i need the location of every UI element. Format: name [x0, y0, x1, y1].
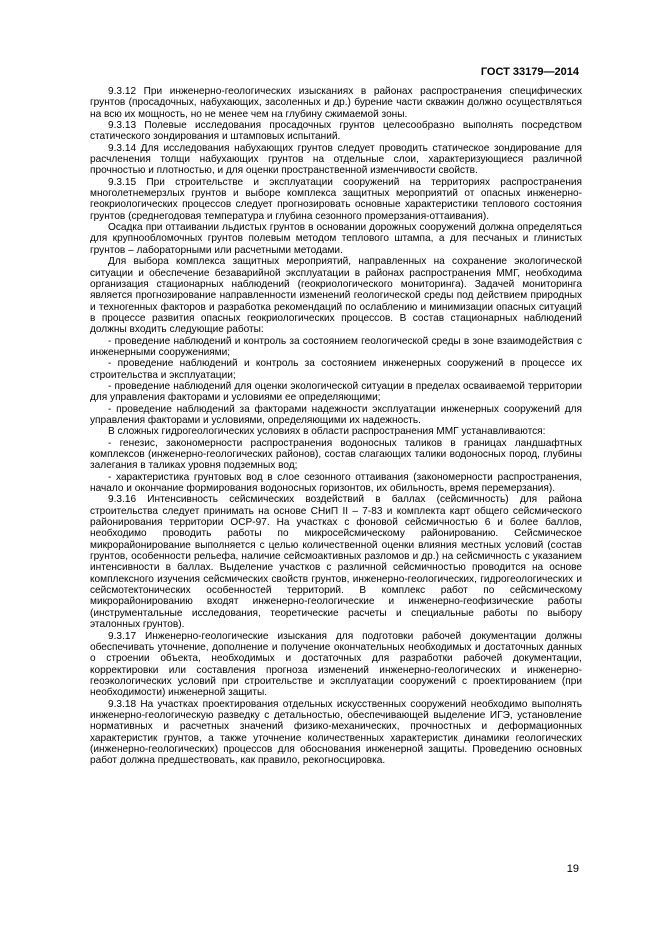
list-item: - проведение наблюдений и контроль за состоянием геологической среды в зоне взаимодействия с инженерными сооружениями;	[90, 335, 582, 358]
document-body	[90, 86, 582, 767]
list-item: - генезис, закономерности распространения водоносных таликов в границах ландшафтных комплексов (инженерно-геологических районов), состав слагающих талики водоносных пород, глубины залегания в таликах уровня подземных вод;	[90, 437, 582, 472]
paragraph-9-3-17: 9.3.17 Инженерно-геологические изыскания для подготовки рабочей документации должны обеспечивать уточнение, дополнение и получение окончательных необходимых и достаточных данных о строении объекта, необходимых и достаточных для разработки рабочей документации, корректировки или составления прогноза изменений инженерно-геологических и инженерно-геоэкологических условий при строительстве и эксплуатации сооружений с проектированием (при необходимости) инженерной защиты.	[90, 630, 582, 699]
paragraph-9-3-14: 9.3.14 Для исследования набухающих грунтов следует проводить статическое зондирование для расчленения толщи набухающих грунтов на отдельные слои, характеризующиеся различной прочностью и плотностью, и для оценки пространственной изменчивости свойств.	[90, 142, 582, 177]
standard-number: ГОСТ 33179—2014	[480, 66, 579, 78]
paragraph-9-3-18: 9.3.18 На участках проектирования отдельных искусственных сооружений необходимо выполнять инженерно-геологическую разведку с детальностью, обеспечивающей выделение ИГЭ, установление нормативных и расчетных значений физико-механических, прочностных и деформационных характеристик грунтов, а также уточнение количественных характеристик динамики геологических (инженерно-геологических) процессов для обоснования инженерной защиты. Проведению основных работ должна предшествовать, как правило, рекогносцировка.	[90, 698, 582, 767]
paragraph-hydrogeology: В сложных гидрогеологических условиях в области распространения ММГ устанавливаются:	[108, 426, 546, 438]
list-item: - проведение наблюдений за факторами надежности эксплуатации инженерных сооружений для управления факторами и условиями, определяющими их надежность.	[90, 403, 582, 426]
document-header	[481, 66, 579, 78]
list-item: - проведение наблюдений и контроль за состоянием инженерных сооружений в процессе их строительства и эксплуатации;	[90, 358, 582, 381]
paragraph-9-3-13: 9.3.13 Полевые исследования просадочных грунтов целесообразно выполнять посредством статического зондирования и штамповых испытаний.	[90, 120, 582, 143]
list-item: - характеристика грунтовых вод в слое сезонного оттаивания (закономерности распространения, начало и окончание формирования водоносных горизонтов, их обильность, время перемерзания).	[90, 471, 582, 495]
list-item: - проведение наблюдений для оценки экологической ситуации в пределах осваиваемой территории для управления факторами и условиями ее определяющими;	[90, 380, 582, 404]
paragraph-monitoring: Для выбора комплекса защитных мероприятий, направленных на сохранение экологической ситуации и обеспечение безаварийной эксплуатации в районах распространения ММГ, необходима организация стационарных наблюдений (геокриологического мониторинга). Задачей мониторинга является прогнозирование направленности изменений геологической среды под действием природных и техногенных факторов и разработка рекомендаций по ослаблению и минимизации опасных ситуаций в процессе развития опасных геокриологических процессов. В состав стационарных наблюдений должны входить следующие работы:	[90, 256, 582, 336]
paragraph-9-3-15: 9.3.15 При строительстве и эксплуатации сооружений на территориях распространения многолетнемерзлых грунтов и выборе комплекса защитных мероприятий от опасных инженерно-геокриологических процессов следует прогнозировать основные характеристики теплового состояния грунтов (среднегодовая температура и глубина сезонного промерзания-оттаивания).	[90, 176, 582, 222]
page-number: 19	[566, 863, 579, 875]
paragraph-9-3-16: 9.3.16 Интенсивность сейсмических воздействий в баллах (сейсмичность) для района строительства следует принимать на основе СНиП II – 7-83 и комплекта карт общего сейсмического районирования территории ОСР-97. На участках с фоновой сейсмичностью 6 и более баллов, необходимо проводить работы по микросейсмическому районированию. Сейсмическое микрорайонирование выполняется с целью количественной оценки влияния местных условий (состав грунтов, особенности рельефа, наличие сейсмоактивных разломов и др.) на сейсмичность с указанием интенсивности в баллах. Выделение участков с различной сейсмичностью проводится на основе комплексного изучения сейсмических свойств грунтов, инженерно-геологических, гидрогеологических и сейсмотектонических особенностей территорий. В комплекс работ по сейсмическому микрорайонированию входят инженерно-геологические и инженерно-геофизические работы (инструментальные исследования, теоретические расчеты и специальные работы по выбору эталонных грунтов).	[90, 494, 582, 631]
paragraph-thaw-settlement: Осадка при оттаивании льдистых грунтов в основании дорожных сооружений должна определяться для крупнообломочных грунтов полевым методом теплового штампа, а для песчаных и глинистых грунтов – лабораторными или расчетными методами.	[90, 222, 582, 256]
paragraph-9-3-12: 9.3.12 При инженерно-геологических изысканиях в районах распространения специфических грунтов (просадочных, набухающих, засоленных и др.) бурение части скважин должно осуществляться на всю их мощность, но не менее чем на глубину сжимаемой зоны.	[90, 86, 582, 120]
